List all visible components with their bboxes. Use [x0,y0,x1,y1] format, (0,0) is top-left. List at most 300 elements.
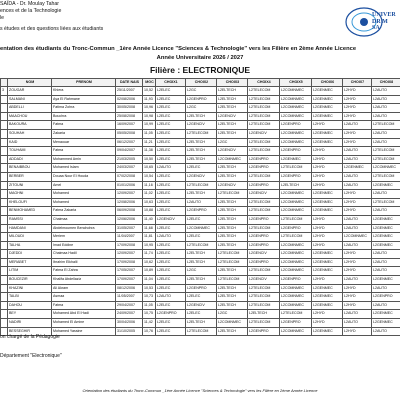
table-cell: L2GENCIV [248,276,280,285]
table-cell [1,181,8,190]
table-cell: ZOUGAR [8,87,52,96]
table-cell: TALHA [8,241,52,250]
table-cell: L2ELEC [156,147,186,156]
table-cell: Abdelmoumen Benchohra [52,224,116,233]
table-cell: L2ELTECH [217,224,248,233]
table-cell: L2AUTO [343,147,372,156]
table-cell: L2ELEC [156,301,186,310]
table-cell: L2ELEC [156,87,186,96]
table-cell: 10,95 [143,241,156,250]
table-cell: L2ELEC [156,224,186,233]
table-cell [1,172,8,181]
table-row [1,104,400,113]
table-cell [1,301,8,310]
table-cell: L2ELTECH [217,198,248,207]
table-cell: L2TELECOM [217,258,248,267]
table-cell [1,121,8,130]
table-cell: 10,62 [143,258,156,267]
table-cell: L2ELTECH [217,87,248,96]
table-cell [1,147,8,156]
table-cell: 01/01/2006 [116,181,143,190]
table-cell: Fatma Zakaria [52,207,116,216]
table-cell [1,258,8,267]
table-cell: L2COMNMEC [280,129,312,138]
table-cell: L2HYD [343,250,372,259]
signature-pedagogy: on chargé de la Pédagogie [0,334,60,340]
table-cell: L2TELECOM [248,284,280,293]
table-cell: Fatma [52,147,116,156]
table-cell: 07/02/2008 [116,172,143,181]
table-row [1,121,400,130]
table-cell: L2AUTO [372,95,400,104]
table-cell: 10,99 [143,121,156,130]
table-cell: 10,96 [143,104,156,113]
table-cell: L2AUTO [372,138,400,147]
table-cell: L2AUTO [372,129,400,138]
table-cell [1,138,8,147]
table-cell: L2AUTO [372,87,400,96]
table-cell: L2COMNMEC [280,293,312,302]
table-cell: L2ELTECH [217,95,248,104]
table-cell: L2GENPRO [280,147,312,156]
faculty-name: ences et de la Technologie [0,8,62,14]
table-cell: L2HYD [312,241,343,250]
column-header: CHOIX8 [372,79,400,87]
table-cell: L2TELECOM [280,310,312,319]
table-cell: 10,76 [143,327,156,336]
table-cell: Asmaa [52,293,116,302]
table-cell: L2GENMEC [372,319,400,328]
table-cell: L2ELEC [186,164,217,173]
table-cell: L2GENPRO [248,215,280,224]
table-cell: L2COMNMEC [280,241,312,250]
table-cell: 31/05/2007 [116,224,143,233]
table-cell: L2GENPRO [186,284,217,293]
university-name: SAÏDA - Dr. Moulay Tahar [0,1,60,7]
table-cell [1,319,8,328]
table-cell: L2ELTECH [248,310,280,319]
table-cell: 11/05/2007 [116,293,143,302]
table-cell: L2AUTO [343,276,372,285]
table-cell: BAKOURA [8,121,52,130]
table-cell: L2GENPRO [248,233,280,242]
table-cell: L2COMNMEC [372,164,400,173]
table-cell: L2AUTO [343,215,372,224]
table-cell: L2ELTECH [217,215,248,224]
table-cell: KHELOUFI [8,198,52,207]
table-cell: 06/12/2007 [116,138,143,147]
table-row [1,172,400,181]
table-cell: L2ELEC [156,327,186,336]
table-cell: LITIM [8,267,52,276]
table-cell: L2TELECOM [280,215,312,224]
table-cell: L2ELTECH [217,301,248,310]
table-cell: 12/09/2007 [116,250,143,259]
table-cell: L2ELTECH [186,147,217,156]
table-cell: 12/06/2006 [116,215,143,224]
table-cell: L2TELECOM [217,276,248,285]
table-cell [1,276,8,285]
table-cell: L2GENMEC [343,164,372,173]
table-cell: L2HYD [343,301,372,310]
table-cell: 09/04/2007 [116,147,143,156]
table-cell: BERBER [8,172,52,181]
table-cell: L2ELTECH [217,267,248,276]
table-cell: L2AUTO [372,301,400,310]
table-cell: L2GENPRO [248,164,280,173]
column-header: MGC [143,79,156,87]
table-row [1,250,400,259]
table-cell: 17/05/2007 [116,267,143,276]
table-cell: 08/12/2006 [116,284,143,293]
table-cell: L2GENMEC [312,293,343,302]
table-row [1,267,400,276]
table-cell: L2AUTO [343,310,372,319]
table-cell: L2GC [186,104,217,113]
table-cell: L2ELTECH [217,129,248,138]
table-cell: L2ELEC [156,284,186,293]
table-cell: Bouchra [52,112,116,121]
table-cell: L2GENMEC [312,129,343,138]
table-cell [1,198,8,207]
table-row [1,310,400,319]
table-cell: L2COMNMEC [280,138,312,147]
table-cell: L2GENMEC [312,104,343,113]
table-cell: L2ELTECH [217,241,248,250]
table-cell: L2TELECOM [372,121,400,130]
table-cell: L2ELTECH [217,207,248,216]
table-cell: 30/05/2008 [116,104,143,113]
table-cell: L2ELEC [186,215,217,224]
table-cell: L2GENCIV [248,129,280,138]
table-cell: L2GENMEC [372,241,400,250]
table-cell: L2AUTO [343,224,372,233]
table-cell [1,215,8,224]
table-cell: L2COMNMEC [280,250,312,259]
table-cell: L2ELTECH [217,121,248,130]
table-cell: 02/08/2006 [116,95,143,104]
department-name: s études et des questions liées aux étudiants [0,26,104,32]
table-cell: 10,54 [143,172,156,181]
table-cell: L2ELEC [156,198,186,207]
table-cell: 11,38 [143,147,156,156]
table-cell: 10,89 [143,267,156,276]
table-cell: L2ELTECH [186,155,217,164]
table-cell: L2GENPRO [186,95,217,104]
table-cell: L2GENMEC [312,87,343,96]
table-cell: L2AUTO [343,172,372,181]
table-cell: L2GENCIV [217,147,248,156]
table-cell: L2HYD [343,267,372,276]
table-cell: L2GENPRO [280,276,312,285]
table-row [1,112,400,121]
table-cell: L2TELECOM [372,155,400,164]
table-cell [1,155,8,164]
academic-year: Année Universitaire 2026 / 2027 [156,55,244,61]
table-cell: L2ELEC [186,233,217,242]
table-cell: L2ELEC [156,250,186,259]
table-cell: 11,16 [143,181,156,190]
table-cell: L2GENCIV [186,121,217,130]
table-cell: DAHOU [8,301,52,310]
table-cell: L2AUTO [372,207,400,216]
table-cell: L2COMNMEC [217,319,248,328]
table-cell: L2HYD [312,155,343,164]
table-cell: 11,42 [143,319,156,328]
table-cell: L2ELTECH [186,138,217,147]
table-header-row [1,79,400,87]
table-row [1,327,400,336]
table-cell: MAACHOU [8,112,52,121]
table-cell: L2GENCIV [186,172,217,181]
table-cell: L2ELTECH [186,319,217,328]
table-cell: Khalifa Abdellaziz [52,276,116,285]
table-cell: MAGHNI [8,190,52,199]
table-cell: Chaimaa [52,215,116,224]
table-cell: L2TELECOM [248,147,280,156]
table-cell: 10,98 [143,112,156,121]
table-cell: L2GENPRO [280,121,312,130]
table-cell: Chaimaa Hadil [52,250,116,259]
table-cell: L2HYD [343,327,372,336]
table-cell [1,164,8,173]
column-header: CHOIX1 [156,79,186,87]
table-row [1,319,400,328]
table-cell: TALBI [8,293,52,302]
table-cell: L2TELECOM [248,95,280,104]
table-cell: L2COMNMEC [343,233,372,242]
table-cell: L2HYD [343,284,372,293]
column-header: PRENOM [52,79,116,87]
table-row [1,215,400,224]
table-cell: 17/09/2007 [116,276,143,285]
table-cell: L2GENPRO [156,310,186,319]
table-cell [1,224,8,233]
table-row [1,198,400,207]
table-cell: L2COMNMEC [280,284,312,293]
table-row [1,301,400,310]
table-cell: 10,65 [143,164,156,173]
table-cell: L2GENMEC [312,258,343,267]
table-row [1,284,400,293]
table-cell: L2HYD [343,87,372,96]
table-cell: 10,73 [143,293,156,302]
table-cell: Mohamed Islam [52,164,116,173]
table-cell: L2TELECOM [248,172,280,181]
table-row [1,87,400,96]
table-cell: 31/10/2005 [116,327,143,336]
table-cell [1,207,8,216]
signature-department: Département "Electronique" [0,353,62,359]
table-cell: L2ELTECH [217,104,248,113]
table-cell: L2HYD [312,276,343,285]
table-cell: L2ELEC [186,293,217,302]
table-cell: L2GENPRO [372,293,400,302]
table-cell: L2GC [186,267,217,276]
table-cell: L2COMNMEC [280,87,312,96]
table-cell: 29/04/2007 [116,301,143,310]
table-cell: L2GENMEC [312,250,343,259]
table-cell: L2GC [217,310,248,319]
table-cell: L2ELEC [156,172,186,181]
table-cell [1,267,8,276]
table-cell: 11,68 [143,224,156,233]
table-cell: Menaouar [52,138,116,147]
table-cell: L2ELTECH [186,112,217,121]
table-cell: L2AUTO [156,164,186,173]
table-cell: HAMDANI [8,224,52,233]
table-cell: L2GENMEC [280,155,312,164]
table-cell: 11,40 [143,215,156,224]
table-cell: 25/11/2007 [116,87,143,96]
table-cell: 17/09/2008 [116,241,143,250]
table-cell: L2GENCIV [217,181,248,190]
table-cell: L2ELTECH [217,172,248,181]
table-cell: L2ELTECH [217,164,248,173]
table-cell: L2ELEC [156,190,186,199]
table-cell: 10,50 [143,155,156,164]
table-cell: L2AUTO [343,241,372,250]
table-cell: L2AUTO [343,181,372,190]
table-cell: L2HYD [312,164,343,173]
table-cell: L2TELECOM [248,293,280,302]
table-cell: NADIRI [8,319,52,328]
table-cell: L2ELTECH [217,327,248,336]
table-cell: L2HYD [312,121,343,130]
table-cell: L2TELECOM [248,267,280,276]
table-cell [1,250,8,259]
filiere-heading: Filière : ELECTRONIQUE [149,65,251,75]
table-cell: MERABET [8,258,52,267]
table-cell: L2COMNMEC [280,190,312,199]
table-cell: L2GENMEC [312,198,343,207]
table-cell: L2AUTO [186,198,217,207]
table-cell: L2TELECOM [248,224,280,233]
table-cell: Ibrahim Elkhalil [52,258,116,267]
table-row [1,258,400,267]
table-cell: L2GENMEC [312,301,343,310]
table-cell: L2AUTO [343,121,372,130]
table-cell: L2GENMEC [312,284,343,293]
table-cell: L2AUTO [343,155,372,164]
table-cell: L2TELECOM [280,164,312,173]
table-cell: BEY [8,310,52,319]
column-header: NOM [8,79,52,87]
table-cell: Mohamed Abd El Hadi [52,310,116,319]
table-cell: 24/09/2007 [116,310,143,319]
table-cell: Aya El Rahmane [52,95,116,104]
table-cell: 10,88 [143,207,156,216]
table-cell: Fatima Zohra [52,104,116,113]
table-cell: L2TELECOM [248,301,280,310]
table-cell: L2GENPRO [280,172,312,181]
table-cell: L2GENMEC [312,95,343,104]
table-cell: L2GENMEC [312,112,343,121]
table-cell [1,129,8,138]
table-cell: MILOUDI [8,233,52,242]
table-row [1,181,400,190]
table-cell: L2ELTECH [186,276,217,285]
table-cell: L2ELEC [156,155,186,164]
table-row [1,207,400,216]
table-row [1,293,400,302]
table-cell: L2GENPRO [280,224,312,233]
table-cell: 3 [1,87,8,96]
table-cell: 25/08/2008 [116,112,143,121]
table-cell: 11,05 [143,129,156,138]
table-cell: L2COMNMEC [280,267,312,276]
table-cell: KAID [8,138,52,147]
table-cell [1,284,8,293]
table-row [1,276,400,285]
table-cell: L2TELECOM [186,181,217,190]
table-cell: L2ELEC [156,276,186,285]
table-cell: L2TELECOM [217,250,248,259]
table-cell: L2COMNMEC [280,104,312,113]
table-cell: 10,52 [143,87,156,96]
table-cell: 11,93 [143,95,156,104]
table-cell: L2ELTECH [280,181,312,190]
table-cell: L2GENPRO [248,155,280,164]
table-cell [1,95,8,104]
table-cell: Imad Eddine [52,241,116,250]
table-cell: Mohamed El Amine [52,319,116,328]
table-cell: L2GENMEC [372,276,400,285]
column-header: CHOIX4 [248,79,280,87]
table-cell: Amel [52,181,116,190]
table-cell: L2ELEC [186,310,217,319]
table-cell: 12/08/2006 [116,198,143,207]
table-cell: L2TELECOM [186,241,217,250]
table-cell: BENMOHAMED [8,207,52,216]
table-cell: L2GENMEC [312,190,343,199]
table-cell [1,233,8,242]
table-cell: Mohamed [52,190,116,199]
table-cell: L2ELEC [156,241,186,250]
table-cell: L2AUTO [372,258,400,267]
table-cell: L2AUTO [372,112,400,121]
table-cell: L2GENCIV [186,301,217,310]
table-cell: L2GENPRO [280,319,312,328]
table-cell: L2HYD [343,207,372,216]
table-cell: L2GENCIV [248,250,280,259]
table-cell: L2TELECOM [248,87,280,96]
table-cell: L2COMNMEC [186,224,217,233]
table-cell: L2ELEC [156,319,186,328]
table-cell: L2ELTECH [186,190,217,199]
table-cell: L2AUTO [372,284,400,293]
table-cell: L2AUTO [372,104,400,113]
table-cell: L2COMNMEC [280,258,312,267]
column-header [1,79,8,87]
table-cell: L2GENPRO [248,327,280,336]
table-cell: L2HYD [343,258,372,267]
table-cell: L2GENMEC [312,267,343,276]
table-cell: KHAZINI [8,284,52,293]
table-cell: L2TELECOM [372,172,400,181]
table-cell: L2GENMEC [372,224,400,233]
table-cell: Fatma [52,121,116,130]
table-cell [1,310,8,319]
column-header: CHOIX3 [217,79,248,87]
table-cell: L2AUTO [156,233,186,242]
table-cell: L2ELEC [156,121,186,130]
table-cell: L2ELEC [156,104,186,113]
table-cell: L2TELECOM [248,138,280,147]
table-cell: 10,53 [143,284,156,293]
table-cell: L2GENPRO [248,241,280,250]
table-cell: L2HYD [312,172,343,181]
